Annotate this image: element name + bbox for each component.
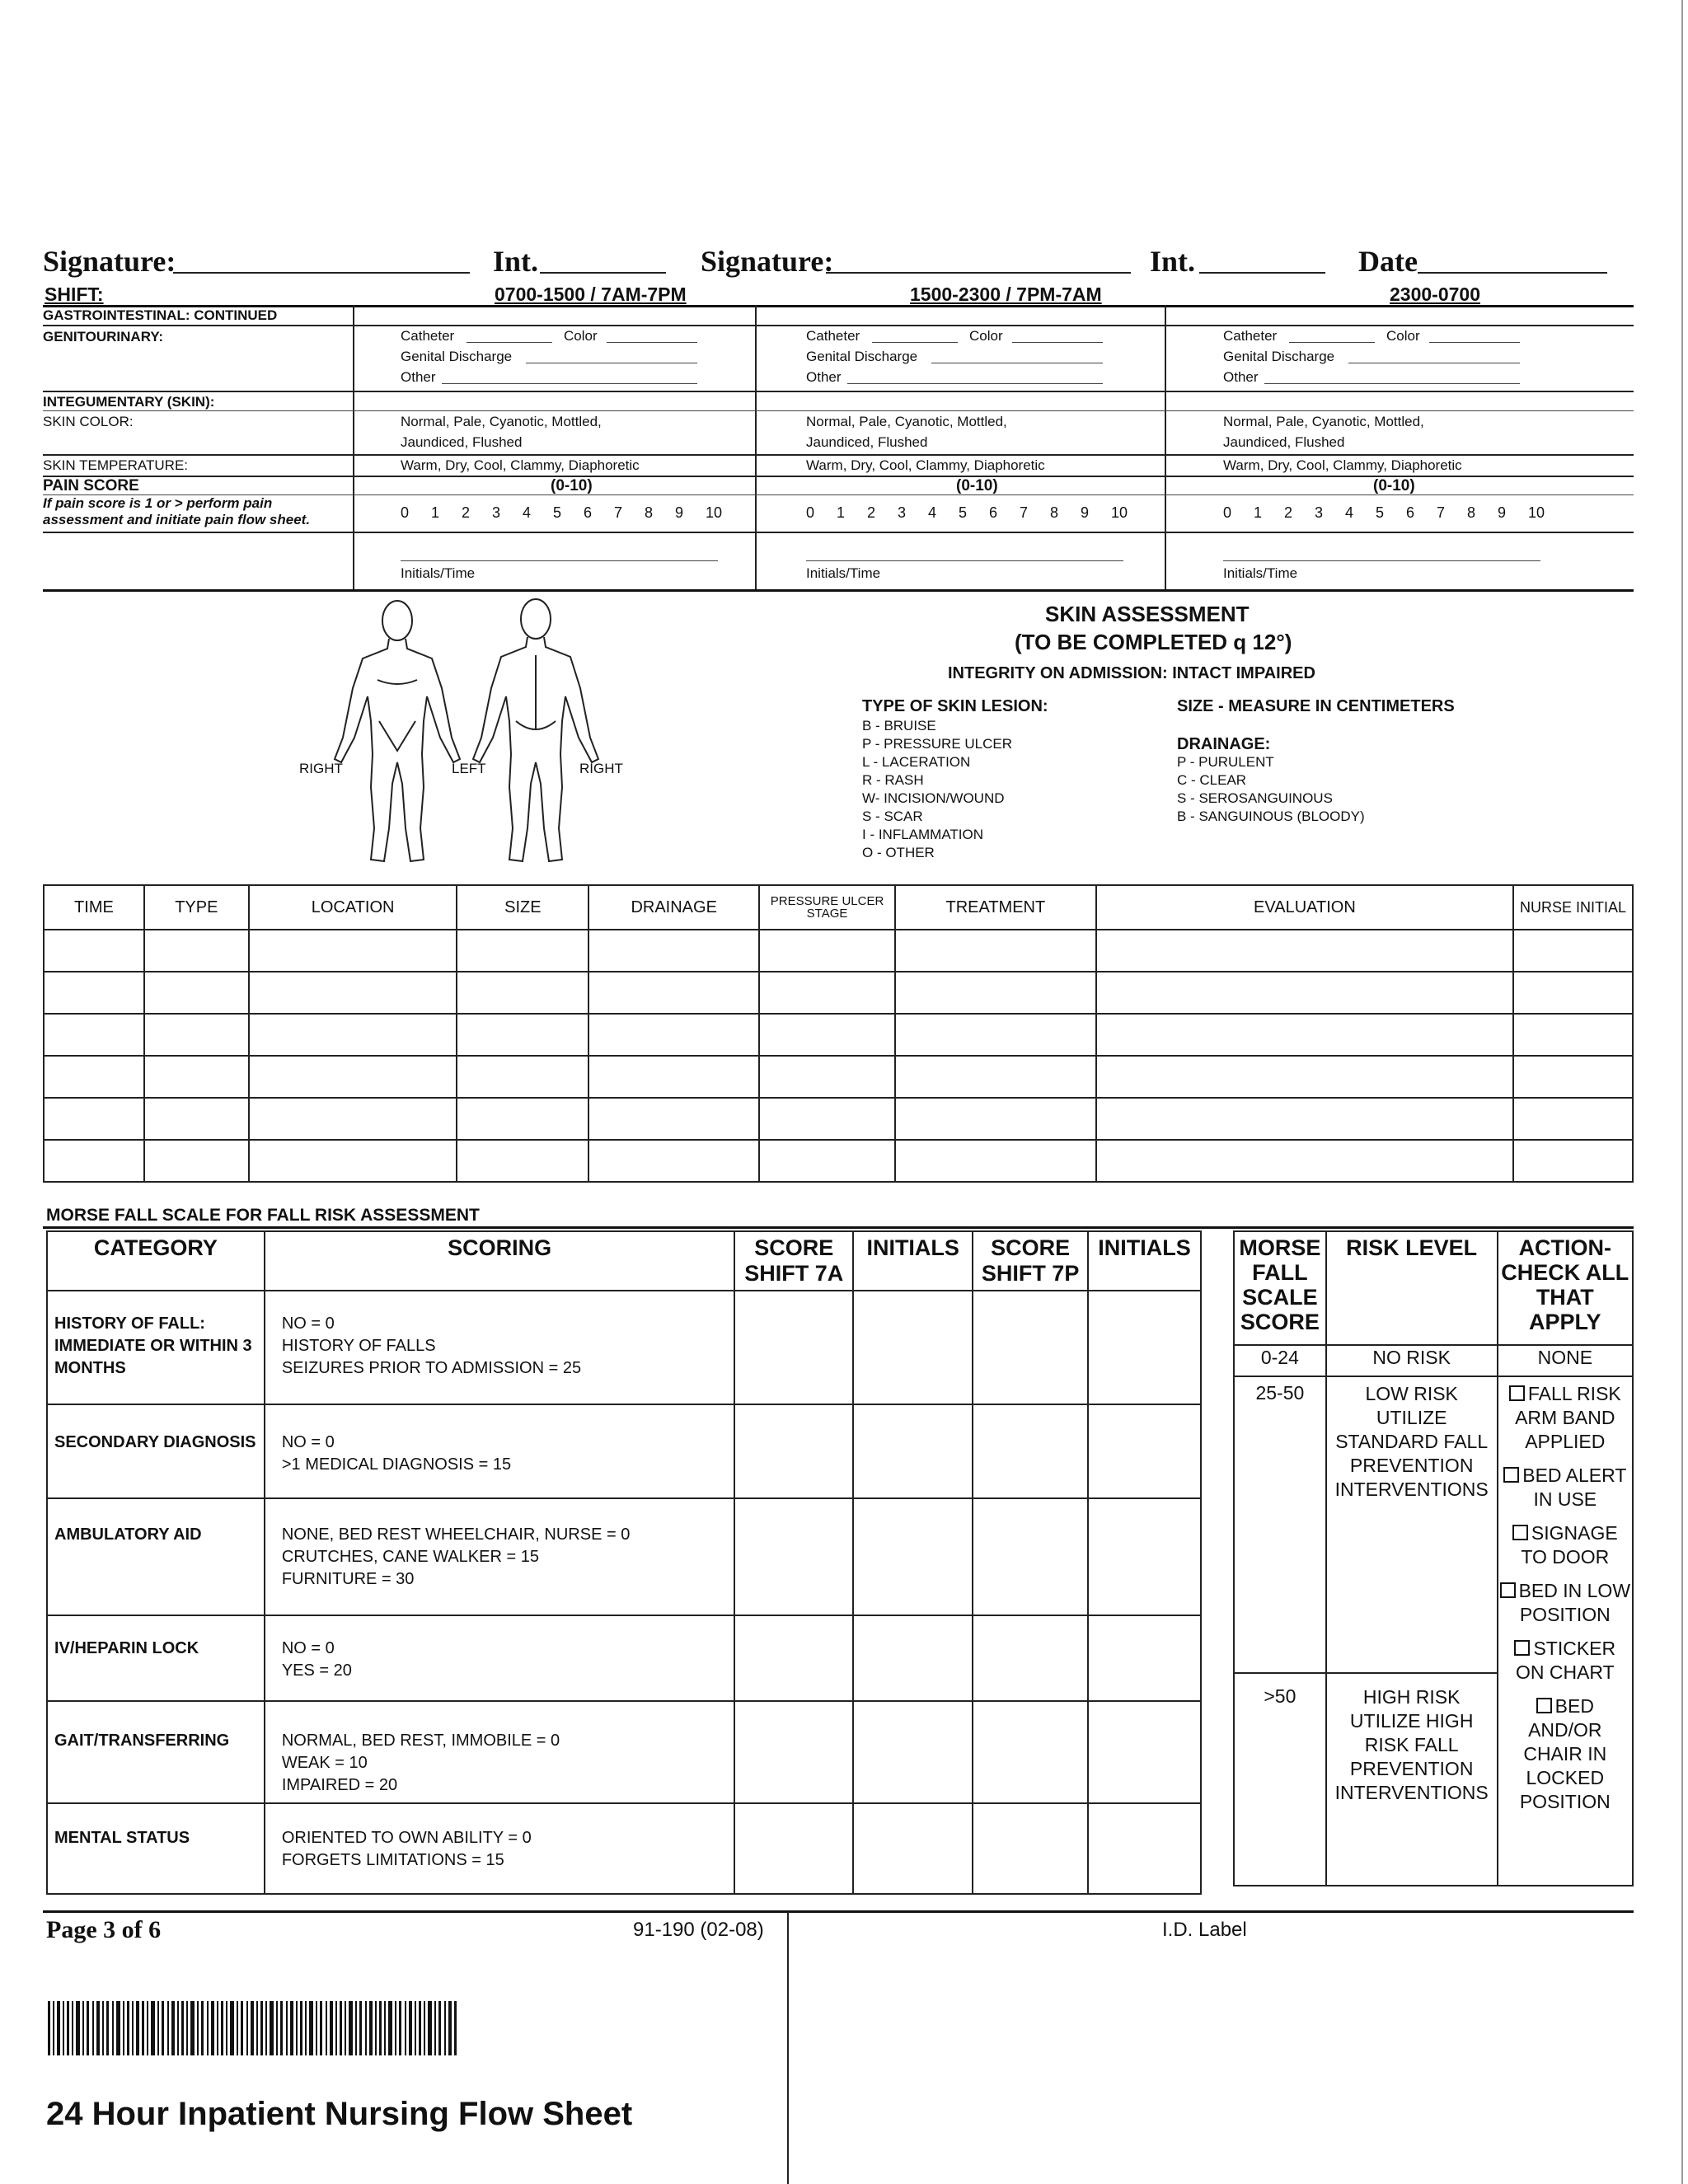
morse-category: IV/HEPARIN LOCK	[47, 1615, 265, 1701]
catheter-label-1: Catheter	[401, 328, 455, 344]
lesion-type: I - INFLAMMATION	[862, 827, 984, 842]
other-label-2: Other	[806, 369, 842, 385]
lesion-type: S - SCAR	[862, 808, 923, 824]
pain-2[interactable]: 2	[1284, 504, 1293, 521]
barcode-icon	[48, 2001, 460, 2055]
back-details	[516, 655, 556, 729]
table-row[interactable]	[44, 1098, 1633, 1140]
pain-0[interactable]: 0	[1223, 504, 1232, 521]
table-row[interactable]	[44, 1056, 1633, 1098]
initials-field-1[interactable]	[401, 560, 718, 561]
action-item[interactable]: BED ALERT IN USE	[1499, 1464, 1631, 1511]
integrity-on-admission[interactable]: INTEGRITY ON ADMISSION: INTACT IMPAIRED	[948, 664, 1315, 682]
risk-row-low-risk	[1234, 1376, 1633, 1673]
discharge-label-2: Genital Discharge	[806, 349, 918, 364]
initials-time-label-2: Initials/Time	[806, 565, 881, 581]
shift-divider-2	[755, 305, 757, 589]
action-checklist	[1498, 1376, 1633, 1886]
lesion-type-heading: TYPE OF SKIN LESION:	[862, 697, 1048, 715]
pain-scale-2[interactable]	[806, 504, 1142, 522]
pain-3[interactable]: 3	[492, 504, 501, 521]
risk-action: NONE	[1498, 1345, 1633, 1376]
signature-label-2: Signature:	[701, 245, 834, 278]
skin-color-rule	[43, 454, 1634, 456]
morse-col-initials-7p: INITIALS	[1088, 1231, 1201, 1291]
int-field-1[interactable]	[540, 272, 666, 274]
pain-8[interactable]: 8	[1467, 504, 1476, 521]
risk-score: 0-24	[1234, 1345, 1326, 1376]
score-7a-cell[interactable]	[734, 1701, 853, 1803]
pain-0[interactable]: 0	[401, 504, 410, 521]
score-7p-cell[interactable]	[973, 1498, 1088, 1615]
scoring-line: HISTORY OF FALLS	[281, 1337, 436, 1355]
morse-header-row	[47, 1231, 1201, 1291]
id-label-divider	[787, 1912, 789, 2184]
morse-col-score-7p: SCORE SHIFT 7P	[973, 1231, 1088, 1291]
col-time: TIME	[44, 885, 144, 930]
pain-1[interactable]: 1	[837, 504, 846, 521]
scoring-line: SEIZURES PRIOR TO ADMISSION = 25	[281, 1359, 582, 1377]
pain-6[interactable]: 6	[989, 504, 998, 521]
morse-col-category: CATEGORY	[47, 1231, 265, 1291]
back-head	[521, 599, 551, 639]
initials-7p-cell[interactable]	[1088, 1803, 1201, 1894]
morse-title-rule	[43, 1226, 1634, 1229]
checkbox-icon[interactable]	[1503, 1467, 1519, 1483]
initials-7p-cell[interactable]	[1088, 1404, 1201, 1498]
shift-col2-header: 1500-2300 / 7PM-7AM	[910, 284, 1102, 305]
initials-7a-cell[interactable]	[853, 1404, 973, 1498]
initials-7p-cell[interactable]	[1088, 1498, 1201, 1615]
score-7a-cell[interactable]	[734, 1615, 853, 1701]
shift-header-rule	[43, 305, 1634, 307]
morse-row-mental-status	[47, 1803, 1201, 1894]
lesion-type: P - PRESSURE ULCER	[862, 736, 1013, 752]
pain-0[interactable]: 0	[806, 504, 815, 521]
morse-category: SECONDARY DIAGNOSIS	[47, 1404, 265, 1498]
col-size: SIZE	[457, 885, 588, 930]
risk-col-score: MORSE FALL SCALE SCORE	[1234, 1231, 1326, 1345]
drainage-type: S - SEROSANGUINOUS	[1177, 790, 1333, 806]
initials-field-2[interactable]	[806, 560, 1123, 561]
morse-scoring	[265, 1404, 735, 1498]
score-7a-cell[interactable]	[734, 1803, 853, 1894]
risk-score: >50	[1234, 1673, 1326, 1886]
color-label-1: Color	[564, 328, 598, 344]
drainage-type: C - CLEAR	[1177, 772, 1247, 788]
front-head	[382, 601, 412, 640]
initials-7p-cell[interactable]	[1088, 1291, 1201, 1404]
color-label-2: Color	[969, 328, 1003, 344]
scoring-line: ORIENTED TO OWN ABILITY = 0	[281, 1829, 532, 1847]
catheter-field-1[interactable]	[467, 342, 552, 343]
score-7p-cell[interactable]	[973, 1803, 1088, 1894]
pain-8[interactable]: 8	[645, 504, 654, 521]
morse-category: MENTAL STATUS	[47, 1803, 265, 1894]
col-pressure-ulcer-stage: PRESSURE ULCER STAGE	[759, 885, 895, 930]
pain-8[interactable]: 8	[1050, 504, 1059, 521]
gi-section-label: GASTROINTESTINAL: CONTINUED	[43, 307, 278, 323]
initials-7a-cell[interactable]	[853, 1615, 973, 1701]
morse-title: MORSE FALL SCALE FOR FALL RISK ASSESSMENT	[46, 1206, 480, 1225]
initials-7a-cell[interactable]	[853, 1701, 973, 1803]
pain-range-3: (0-10)	[1373, 477, 1415, 494]
color-field-2[interactable]	[1012, 342, 1103, 343]
pain-1[interactable]: 1	[431, 504, 440, 521]
score-7p-cell[interactable]	[973, 1701, 1088, 1803]
form-title: 24 Hour Inpatient Nursing Flow Sheet	[46, 2096, 633, 2132]
integ-section-label: INTEGUMENTARY (SKIN):	[43, 394, 215, 410]
table-row[interactable]	[44, 972, 1633, 1014]
risk-score: 25-50	[1234, 1376, 1326, 1673]
morse-col-scoring: SCORING	[265, 1231, 735, 1291]
catheter-label-2: Catheter	[806, 328, 860, 344]
score-7a-cell[interactable]	[734, 1291, 853, 1404]
pain-1[interactable]: 1	[1254, 504, 1263, 521]
pain-scale-1[interactable]	[401, 504, 736, 522]
lesion-type: W- INCISION/WOUND	[862, 790, 1005, 806]
lesion-type: B - BRUISE	[862, 718, 936, 733]
pain-4[interactable]: 4	[928, 504, 937, 521]
color-field-1[interactable]	[607, 342, 697, 343]
initials-7a-cell[interactable]	[853, 1498, 973, 1615]
skin-temp-opts-2[interactable]: Warm, Dry, Cool, Clammy, Diaphoretic	[806, 457, 1045, 473]
scoring-line: CRUTCHES, CANE WALKER = 15	[281, 1548, 539, 1566]
other-field-3[interactable]	[1264, 383, 1520, 384]
pain-10[interactable]: 10	[1111, 504, 1128, 521]
col-treatment: TREATMENT	[895, 885, 1096, 930]
pain-9[interactable]: 9	[1081, 504, 1090, 521]
risk-row-no-risk	[1234, 1345, 1633, 1376]
col-evaluation: EVALUATION	[1096, 885, 1513, 930]
skin-temp-opts-1[interactable]: Warm, Dry, Cool, Clammy, Diaphoretic	[401, 457, 640, 473]
checkbox-icon[interactable]	[1500, 1582, 1516, 1598]
pain-6[interactable]: 6	[1406, 504, 1415, 521]
score-7a-cell[interactable]	[734, 1404, 853, 1498]
scoring-line: NO = 0	[281, 1639, 335, 1657]
scoring-line: FORGETS LIMITATIONS = 15	[281, 1851, 504, 1869]
scoring-line: NO = 0	[281, 1315, 335, 1333]
skin-color-opts-2b[interactable]: Jaundiced, Flushed	[806, 434, 928, 450]
pain-5[interactable]: 5	[959, 504, 968, 521]
signature-label-1: Signature:	[43, 245, 176, 278]
pain-6[interactable]: 6	[584, 504, 593, 521]
checkbox-icon[interactable]	[1512, 1525, 1528, 1540]
skin-assessment-title: SKIN ASSESSMENT	[1045, 602, 1250, 626]
morse-category: AMBULATORY AID	[47, 1498, 265, 1615]
action-item[interactable]: STICKER ON CHART	[1515, 1638, 1616, 1683]
size-heading: SIZE - MEASURE IN CENTIMETERS	[1177, 697, 1455, 715]
skin-temp-label: SKIN TEMPERATURE:	[43, 457, 189, 473]
action-item[interactable]: BED IN LOW POSITION	[1499, 1579, 1631, 1627]
skin-temp-opts-3[interactable]: Warm, Dry, Cool, Clammy, Diaphoretic	[1223, 457, 1462, 473]
col-drainage: DRAINAGE	[588, 885, 759, 930]
pain-4[interactable]: 4	[1345, 504, 1354, 521]
scoring-line: YES = 20	[281, 1661, 352, 1680]
pain-9[interactable]: 9	[675, 504, 684, 521]
gu-section-label: GENITOURINARY:	[43, 329, 164, 344]
score-7p-cell[interactable]	[973, 1404, 1088, 1498]
drainage-type: P - PURULENT	[1177, 754, 1274, 770]
pain-range-1: (0-10)	[551, 477, 593, 494]
pain-range-2: (0-10)	[956, 477, 998, 494]
pain-9[interactable]: 9	[1498, 504, 1507, 521]
scoring-line: WEAK = 10	[281, 1754, 368, 1772]
diagram-right-label-1: RIGHT	[299, 761, 343, 776]
int-label-2: Int.	[1150, 245, 1196, 278]
initials-7p-cell[interactable]	[1088, 1701, 1201, 1803]
pain-note-2: assessment and initiate pain flow sheet.	[43, 512, 311, 527]
pain-2[interactable]: 2	[462, 504, 471, 521]
risk-header-row	[1234, 1231, 1633, 1345]
integ-rule	[43, 410, 1634, 411]
page-edge	[1681, 0, 1683, 2184]
skin-color-label: SKIN COLOR:	[43, 414, 134, 429]
morse-col-initials-7a: INITIALS	[853, 1231, 973, 1291]
morse-row-ambulatory-aid	[47, 1498, 1201, 1615]
signature-field-2[interactable]	[826, 272, 1131, 274]
pain-scale-rule	[43, 532, 1634, 533]
skin-color-opts-1b[interactable]: Jaundiced, Flushed	[401, 434, 523, 450]
id-label: I.D. Label	[1162, 1919, 1247, 1941]
discharge-label-3: Genital Discharge	[1223, 349, 1335, 364]
risk-level: NO RISK	[1326, 1345, 1498, 1376]
pain-note-1: If pain score is 1 or > perform pain	[43, 495, 273, 511]
front-details	[377, 680, 417, 751]
other-field-2[interactable]	[847, 383, 1103, 384]
morse-category: GAIT/TRANSFERRING	[47, 1701, 265, 1803]
initials-time-label-3: Initials/Time	[1223, 565, 1298, 581]
risk-level-table	[1233, 1230, 1634, 1886]
initials-7p-cell[interactable]	[1088, 1615, 1201, 1701]
body-diagram-illustration[interactable]	[313, 598, 626, 869]
morse-row-iv-heparin-lock	[47, 1615, 1201, 1701]
pain-7[interactable]: 7	[1020, 504, 1029, 521]
skin-assessment-subtitle: (TO BE COMPLETED q 12°)	[1015, 630, 1292, 654]
table-row[interactable]	[44, 1014, 1633, 1056]
pain-7[interactable]: 7	[1437, 504, 1446, 521]
shift-label: SHIFT:	[45, 284, 104, 305]
score-7p-cell[interactable]	[973, 1615, 1088, 1701]
skin-table-header-row	[44, 885, 1633, 930]
table-row[interactable]	[44, 1140, 1633, 1182]
skin-color-opts-3a[interactable]: Normal, Pale, Cyanotic, Mottled,	[1223, 414, 1424, 429]
other-label-3: Other	[1223, 369, 1259, 385]
form-number: 91-190 (02-08)	[633, 1919, 764, 1941]
checkbox-icon[interactable]	[1509, 1385, 1525, 1401]
morse-row-history-of-fall	[47, 1291, 1201, 1404]
skin-lesion-table	[43, 884, 1634, 1183]
col-type: TYPE	[144, 885, 249, 930]
table-row[interactable]	[44, 930, 1633, 972]
pain-10[interactable]: 10	[706, 504, 723, 521]
morse-row-gait-transferring	[47, 1701, 1201, 1803]
initials-field-3[interactable]	[1223, 560, 1540, 561]
shift-divider-3	[1165, 305, 1166, 589]
scoring-line: >1 MEDICAL DIAGNOSIS = 15	[281, 1455, 512, 1474]
morse-row-secondary-diagnosis	[47, 1404, 1201, 1498]
shift-divider-1	[353, 305, 354, 589]
lesion-type: L - LACERATION	[862, 754, 971, 770]
pain-4[interactable]: 4	[523, 504, 532, 521]
catheter-field-2[interactable]	[872, 342, 958, 343]
diagram-right-label-2: RIGHT	[579, 761, 623, 776]
pain-3[interactable]: 3	[1315, 504, 1324, 521]
morse-scoring	[265, 1498, 735, 1615]
lesion-type: R - RASH	[862, 772, 924, 788]
pain-5[interactable]: 5	[1376, 504, 1385, 521]
other-field-1[interactable]	[442, 383, 697, 384]
diagram-left-label: LEFT	[452, 761, 486, 776]
scoring-line: NO = 0	[281, 1433, 335, 1451]
morse-scoring	[265, 1803, 735, 1894]
signature-field-1[interactable]	[173, 272, 470, 274]
initials-7a-cell[interactable]	[853, 1803, 973, 1894]
gu-rule	[43, 391, 1634, 392]
int-field-2[interactable]	[1199, 272, 1325, 274]
footer-rule	[43, 1910, 1634, 1913]
drainage-list	[1177, 753, 1365, 826]
int-label-1: Int.	[493, 245, 539, 278]
color-label-3: Color	[1386, 328, 1420, 344]
scoring-line: NORMAL, BED REST, IMMOBILE = 0	[281, 1732, 560, 1750]
risk-level: LOW RISK UTILIZE STANDARD FALL PREVENTION INTERVENTIONS	[1326, 1376, 1498, 1673]
date-field[interactable]	[1418, 272, 1607, 274]
action-item[interactable]: BED AND/OR CHAIR IN LOCKED POSITION	[1519, 1695, 1611, 1812]
morse-fall-scale-table	[46, 1230, 1202, 1895]
shift-block-bottom-rule	[43, 589, 1634, 592]
action-item[interactable]: FALL RISK ARM BAND APPLIED	[1499, 1382, 1631, 1454]
gi-rule	[43, 325, 1634, 326]
scoring-line: FURNITURE = 30	[281, 1570, 415, 1588]
date-label: Date	[1358, 245, 1418, 278]
lesion-type: O - OTHER	[862, 845, 935, 860]
drainage-heading: DRAINAGE:	[1177, 735, 1271, 753]
skin-color-opts-1a[interactable]: Normal, Pale, Cyanotic, Mottled,	[401, 414, 602, 429]
morse-scoring	[265, 1701, 735, 1803]
scoring-line: NONE, BED REST WHEELCHAIR, NURSE = 0	[281, 1526, 631, 1544]
drainage-type: B - SANGUINOUS (BLOODY)	[1177, 808, 1365, 824]
pain-7[interactable]: 7	[614, 504, 623, 521]
discharge-label-1: Genital Discharge	[401, 349, 513, 364]
lesion-type-list	[862, 717, 1012, 862]
risk-level: HIGH RISK UTILIZE HIGH RISK FALL PREVENTION INTERVENTIONS	[1326, 1673, 1498, 1886]
pain-10[interactable]: 10	[1528, 504, 1545, 521]
skin-color-opts-2a[interactable]: Normal, Pale, Cyanotic, Mottled,	[806, 414, 1007, 429]
score-7p-cell[interactable]	[973, 1291, 1088, 1404]
col-location: LOCATION	[249, 885, 457, 930]
other-label-1: Other	[401, 369, 436, 385]
scoring-line: IMPAIRED = 20	[281, 1776, 398, 1794]
checkbox-icon[interactable]	[1514, 1640, 1530, 1656]
pain-score-label: PAIN SCORE	[43, 477, 139, 494]
morse-category: HISTORY OF FALL: IMMEDIATE OR WITHIN 3 MONTHS	[47, 1291, 265, 1404]
morse-col-score-7a: SCORE SHIFT 7A	[734, 1231, 853, 1291]
shift-col3-header: 2300-0700	[1390, 284, 1480, 305]
col-nurse-initial: NURSE INITIAL	[1513, 885, 1633, 930]
initials-time-label-1: Initials/Time	[401, 565, 476, 581]
color-field-3[interactable]	[1429, 342, 1520, 343]
skin-color-opts-3b[interactable]: Jaundiced, Flushed	[1223, 434, 1345, 450]
morse-scoring	[265, 1615, 735, 1701]
action-item[interactable]: SIGNAGE TO DOOR	[1499, 1521, 1631, 1569]
catheter-label-3: Catheter	[1223, 328, 1278, 344]
page-number: Page 3 of 6	[46, 1916, 162, 1943]
initials-7a-cell[interactable]	[853, 1291, 973, 1404]
risk-col-level: RISK LEVEL	[1326, 1231, 1498, 1345]
morse-scoring	[265, 1291, 735, 1404]
score-7a-cell[interactable]	[734, 1498, 853, 1615]
pain-5[interactable]: 5	[553, 504, 562, 521]
checkbox-icon[interactable]	[1536, 1698, 1552, 1713]
shift-col1-header: 0700-1500 / 7AM-7PM	[495, 284, 687, 305]
pain-3[interactable]: 3	[898, 504, 907, 521]
pain-scale-3[interactable]	[1223, 504, 1559, 522]
risk-col-action: ACTION- CHECK ALL THAT APPLY	[1498, 1231, 1633, 1345]
catheter-field-3[interactable]	[1289, 342, 1375, 343]
pain-2[interactable]: 2	[867, 504, 876, 521]
